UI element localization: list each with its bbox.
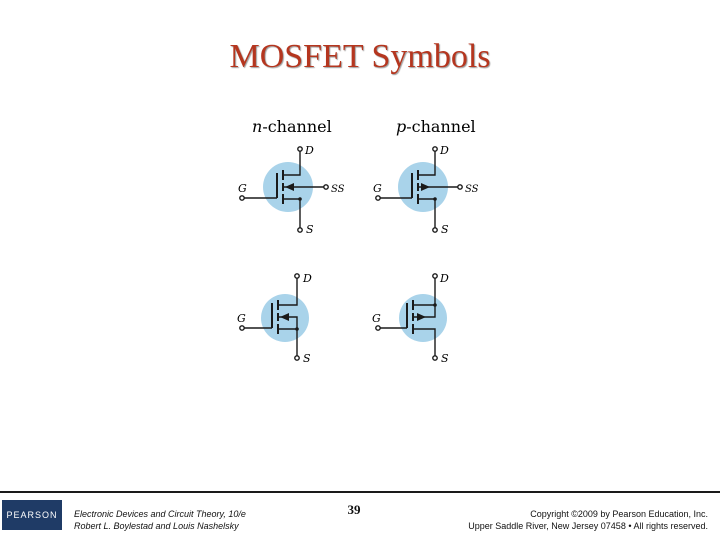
p-drain-label: D [440,144,449,157]
p3-drain-label: D [440,272,449,285]
n-gate-label: G [238,182,247,195]
p-gate-label: G [373,182,382,195]
book-title: Electronic Devices and Circuit Theory, 10/e [74,509,246,519]
n-channel-mosfet-4-terminal [240,147,328,232]
n-channel-heading: n-channel [252,117,332,136]
p3-gate-label: G [372,312,381,325]
page-number: 39 [347,502,361,517]
p3-source-label: S [441,352,449,365]
page-title: MOSFET Symbols [229,38,491,75]
copyright-line-2: Upper Saddle River, New Jersey 07458 • All rights reserved. [468,521,708,531]
copyright-line-1: Copyright ©2009 by Pearson Education, Inc. [530,509,708,519]
n3-drain-label: D [303,272,312,285]
p-channel-mosfet-3-terminal [376,274,447,360]
book-authors: Robert L. Boylestad and Louis Nashelsky [74,521,239,531]
copyright [468,508,708,532]
book-info [74,508,246,532]
n-substrate-label: SS [331,184,345,195]
p-substrate-label: SS [465,184,479,195]
n-channel-mosfet-3-terminal [240,274,309,360]
n-drain-label: D [305,144,314,157]
p-source-label: S [441,223,449,236]
p-channel-mosfet-4-terminal [376,147,462,232]
n3-source-label: S [303,352,311,365]
n-source-label: S [306,223,314,236]
p-channel-heading: p-channel [396,117,476,136]
n3-gate-label: G [237,312,246,325]
pearson-logo: PEARSON [2,500,62,530]
footer-divider [0,491,720,493]
